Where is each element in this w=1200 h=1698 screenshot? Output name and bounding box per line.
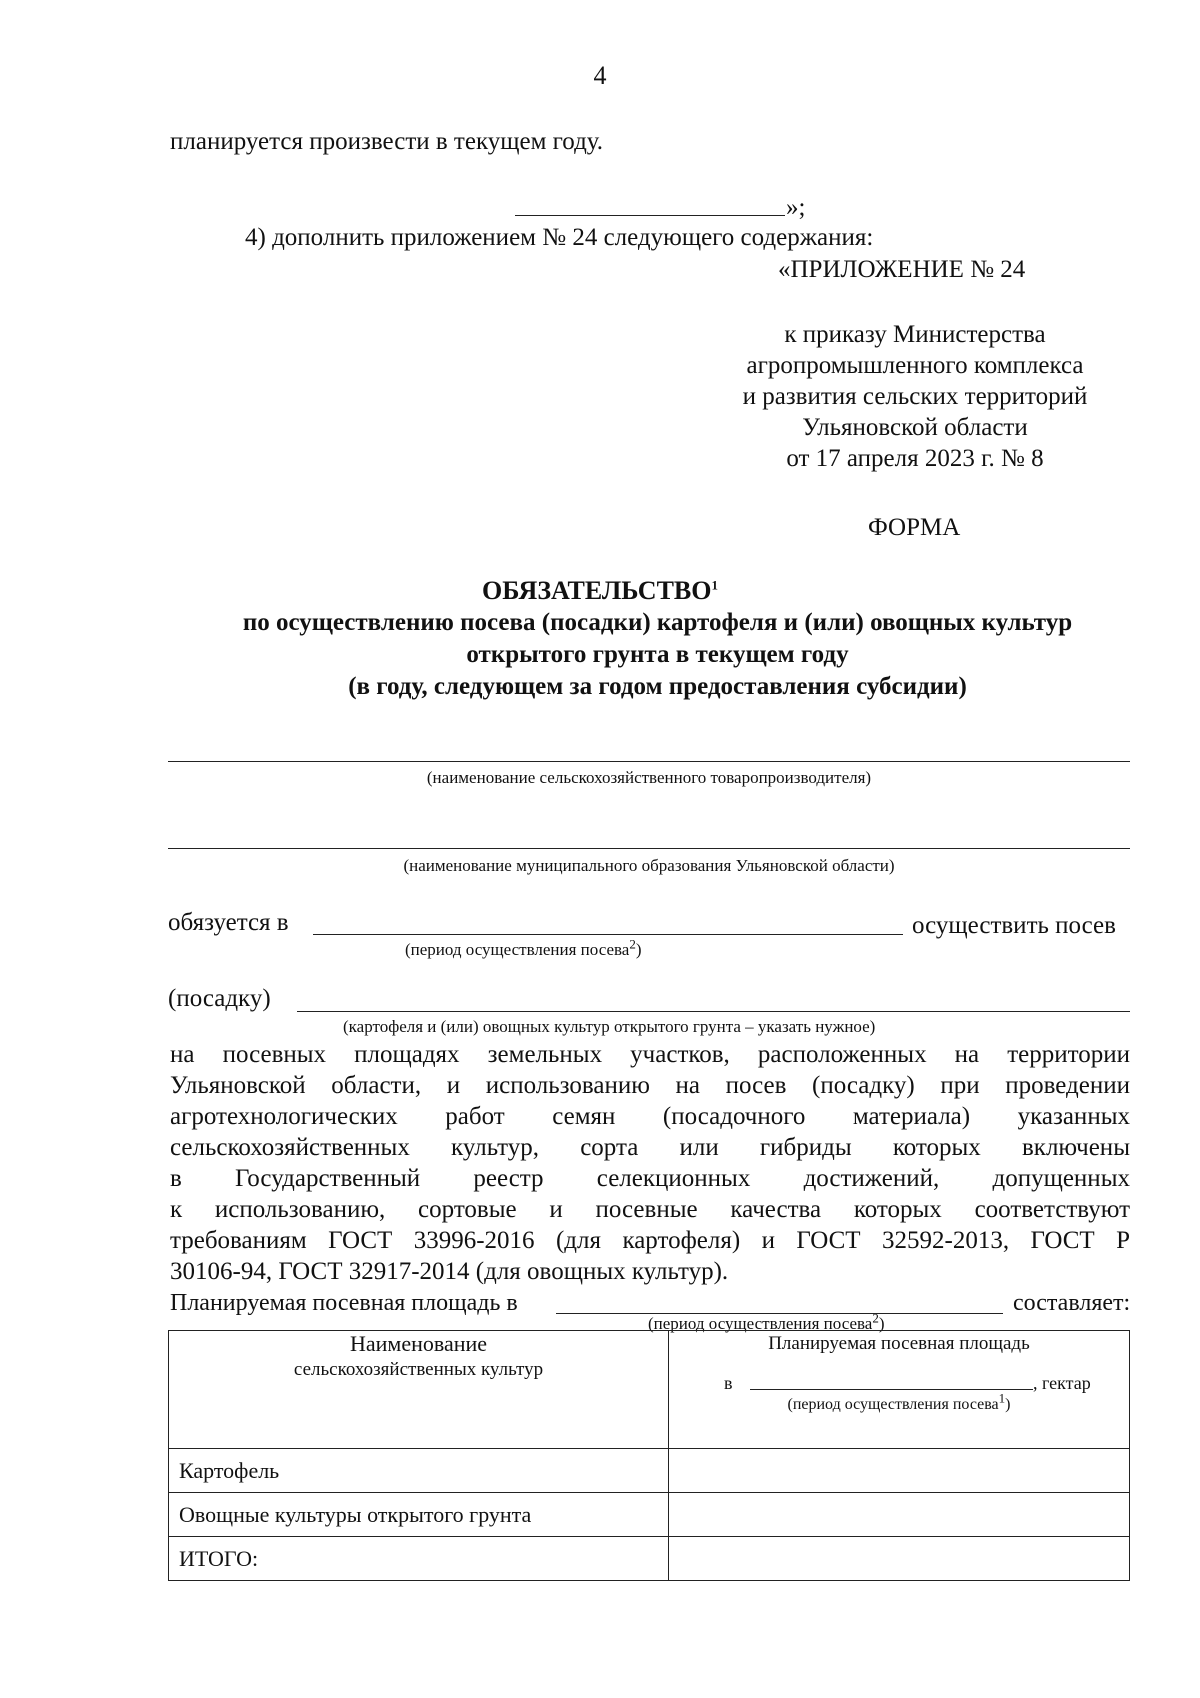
producer-caption: (наименование сельскохозяйственного товаропроизводителя) xyxy=(426,768,872,787)
crop-name-cell: ИТОГО: xyxy=(169,1537,669,1581)
table-row xyxy=(169,1449,1130,1493)
paragraph-line: требованиям ГОСТ 33996-2016 (для картофеля) и ГОСТ 32592-2013, ГОСТ Р xyxy=(170,1227,1130,1254)
paragraph-line: на посевных площадях земельных участков, расположенных на территории xyxy=(170,1041,1130,1068)
paragraph-line: 30106-94, ГОСТ 32917-2014 (для овощных культур). xyxy=(170,1258,729,1285)
title-footnote: 1 xyxy=(711,577,718,593)
closing-quote: »; xyxy=(786,194,806,221)
crop-type-line[interactable] xyxy=(297,1011,1130,1012)
planned-area-table xyxy=(168,1330,1130,1581)
planting-caption: (картофеля и (или) овощных культур открытого грунта – указать нужное) xyxy=(343,1017,876,1036)
crop-name-cell: Картофель xyxy=(169,1449,669,1493)
area-value-cell[interactable] xyxy=(669,1493,1130,1537)
document-title-text: ОБЯЗАТЕЛЬСТВО xyxy=(482,576,712,605)
intro-line: планируется произвести в текущем году. xyxy=(170,128,604,155)
header-crop-name xyxy=(169,1331,669,1449)
planned-caption-end: ) xyxy=(878,1314,885,1333)
appendix-line: агропромышленного комплекса xyxy=(746,352,1084,379)
appendix-lines xyxy=(700,319,1130,474)
planned-prefix: Планируемая посевная площадь в xyxy=(170,1290,518,1316)
municipality-line[interactable] xyxy=(168,848,1130,849)
header-area-unit: , гектар xyxy=(1033,1373,1091,1393)
table-header-row xyxy=(169,1331,1130,1449)
crop-name-cell: Овощные культуры открытого грунта xyxy=(169,1493,669,1537)
header-crop-line-1: Наименование xyxy=(349,1331,488,1356)
form-label: ФОРМА xyxy=(868,514,961,541)
document-title xyxy=(0,575,1200,606)
table-row xyxy=(169,1493,1130,1537)
header-area-in: в xyxy=(724,1373,733,1393)
header-area-period xyxy=(679,1371,1119,1395)
paragraph-line: в Государственный реестр селекционных достижений, допущенных xyxy=(170,1165,1130,1192)
obligation-paragraph xyxy=(170,1039,1130,1287)
appendix-line: от 17 апреля 2023 г. № 8 xyxy=(786,445,1044,472)
header-area-title: Планируемая посевная площадь xyxy=(768,1333,1030,1354)
paragraph-line: агротехнологических работ семян (посадочного материала) указанных xyxy=(170,1103,1130,1130)
area-value-cell[interactable] xyxy=(669,1537,1130,1581)
period-caption xyxy=(405,936,642,960)
paragraph-line: Ульяновской области, и использованию на посев (посадку) при проведении xyxy=(170,1072,1130,1099)
obligates-suffix: осуществить посев xyxy=(912,912,1116,939)
obligates-prefix: обязуется в xyxy=(168,909,289,936)
header-area-caption-end: ) xyxy=(1005,1396,1011,1413)
signature-line xyxy=(515,215,785,216)
period-line[interactable] xyxy=(313,934,903,935)
item-4-text: 4) дополнить приложением № 24 следующего содержания: xyxy=(245,224,874,251)
page-number: 4 xyxy=(593,61,607,90)
appendix-title: «ПРИЛОЖЕНИЕ № 24 xyxy=(778,256,1026,283)
appendix-line: и развития сельских территорий xyxy=(742,383,1088,410)
municipality-caption: (наименование муниципального образования Ульяновской области) xyxy=(403,856,895,875)
paragraph-line: сельскохозяйственных культур, сорта или гибриды которых включены xyxy=(170,1134,1130,1161)
area-value-cell[interactable] xyxy=(669,1449,1130,1493)
table-row xyxy=(169,1537,1130,1581)
header-planned-area xyxy=(669,1331,1130,1449)
period-caption-footnote: 2 xyxy=(629,936,636,952)
planting-prefix: (посадку) xyxy=(168,985,271,1012)
heading-line-2: открытого грунта в текущем году xyxy=(466,641,849,668)
appendix-line: Ульяновской области xyxy=(802,414,1028,441)
period-caption-text: (период осуществления посева xyxy=(405,940,630,959)
header-area-line[interactable] xyxy=(750,1389,1033,1390)
heading-line-1: по осуществлению посева (посадки) картофеля и (или) овощных культур xyxy=(242,609,1073,636)
planned-caption-text: (период осуществления посева xyxy=(648,1314,873,1333)
paragraph-line: к использованию, сортовые и посевные качества которых соответствуют xyxy=(170,1196,1130,1223)
appendix-line: к приказу Министерства xyxy=(784,321,1046,348)
heading-line-3: (в году, следующем за годом предоставления субсидии) xyxy=(348,673,967,700)
period-caption-end: ) xyxy=(635,940,642,959)
header-area-caption-text: (период осуществления посева xyxy=(787,1396,999,1413)
planned-suffix: составляет: xyxy=(1013,1290,1131,1316)
header-crop-line-2: сельскохозяйственных культур xyxy=(293,1359,544,1380)
producer-name-line[interactable] xyxy=(168,761,1130,762)
planned-caption-footnote: 2 xyxy=(872,1310,879,1326)
header-area-caption xyxy=(679,1390,1119,1415)
header-area-caption-footnote: 1 xyxy=(998,1390,1006,1406)
